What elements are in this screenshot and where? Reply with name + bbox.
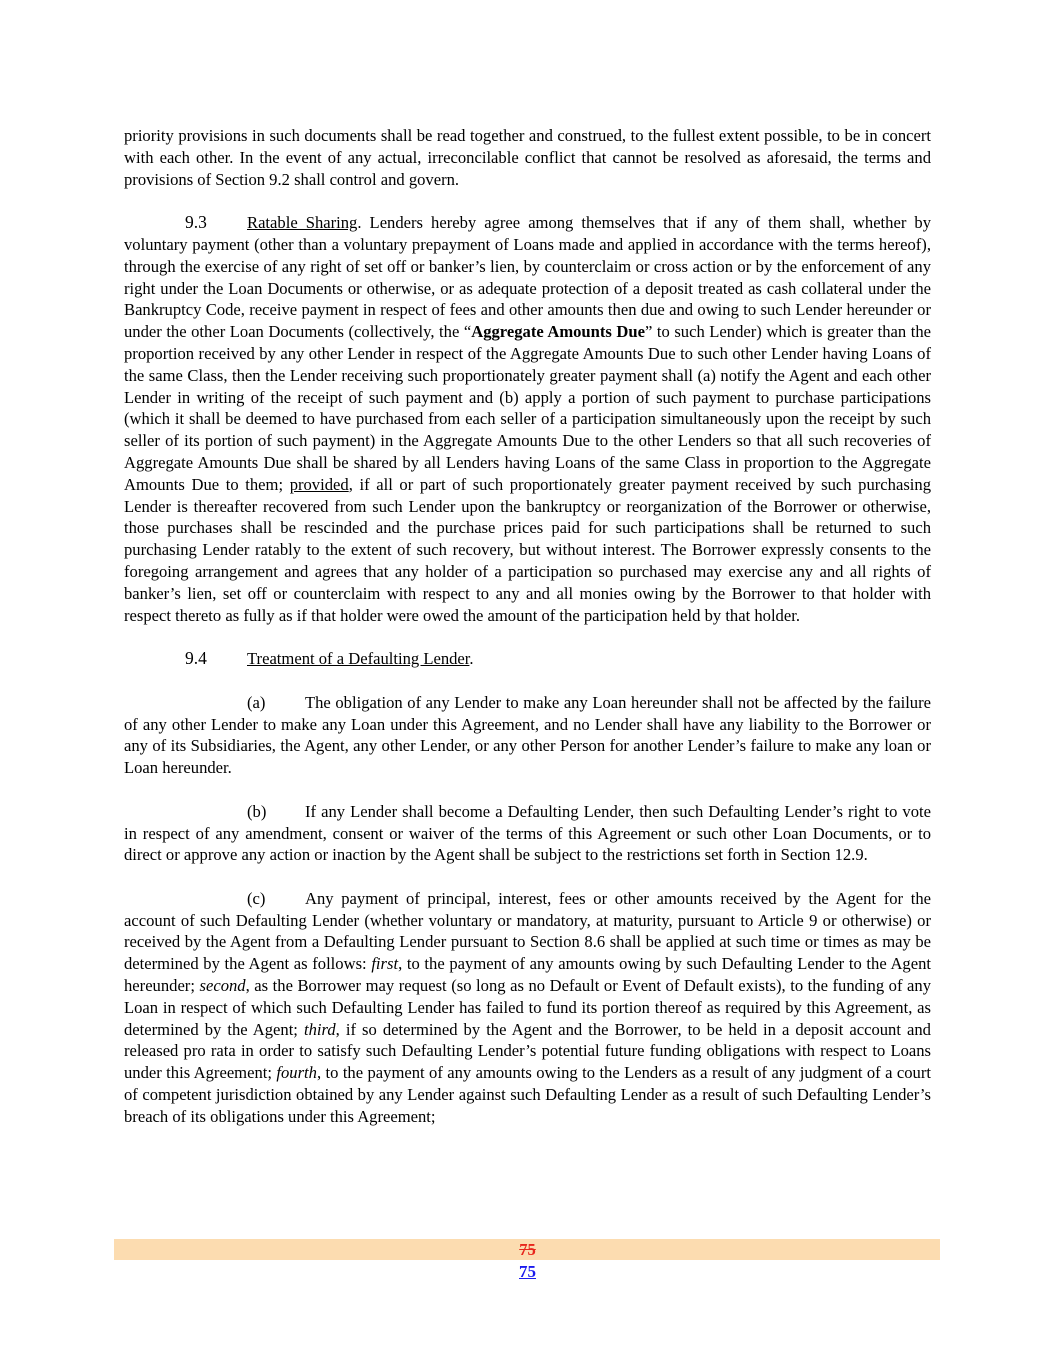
clause-c-fourth: fourth <box>276 1063 317 1083</box>
clause-a-text: The obligation of any Lender to make any Loan hereunder shall not be affected by the failure of any other Lender to make any Loan under this Agreement, and no Lender shall have any liability to the Borrower or any of its Subsidiaries, the Agent, any other Lender, or any other Person for another Lender’s failure to make any loan or Loan hereunder. <box>124 692 931 778</box>
clause-c-label: (c) <box>247 888 266 908</box>
clause-c-second: second <box>199 976 246 996</box>
clause-b-label: (b) <box>247 801 267 821</box>
clause-b-paragraph <box>124 801 931 866</box>
defined-term-aggregate-amounts-due: Aggregate Amounts Due <box>471 322 645 342</box>
clause-c-paragraph <box>124 888 931 1128</box>
page-number-deleted: 75 <box>519 1240 536 1259</box>
clause-c-third: third <box>303 1019 336 1039</box>
section-9-3-paragraph <box>124 212 931 626</box>
section-9-4-heading <box>124 648 931 670</box>
section-9-4-title: Treatment of a Defaulting Lender <box>247 649 470 669</box>
section-9-3-text-a: . Lenders hereby agree among themselves that if any of them shall, whether by voluntary payment (other than a voluntary prepayment of Loans made and applied in accordance with the terms hereof), through the exercise of any right of set off or banker’s lien, by counterclaim or cross action or by the enforcement of any right under the Loan Documents or otherwise, or as adequate protection of a deposit treated as cash collateral under the Bankruptcy Code, receive payment in respect of fees and other amounts then due and owing to such Lender hereunder or under the other Loan Documents (collectively, the “ <box>124 213 931 342</box>
clause-a-label: (a) <box>247 692 266 712</box>
clause-c-text-4: , if so determined by the Agent and the Borrower, to be held in a deposit account and released pro rata in order to satisfy such Defaulting Lender’s potential future funding obligations with respect to Loans under this Agreement; <box>124 1019 931 1083</box>
provided-term: provided <box>289 474 349 494</box>
clause-c-text-3: , as the Borrower may request (so long as no Default or Event of Default exists), to the funding of any Loan in respect of which such Defaulting Lender has failed to fund its portion thereof as required by this Agreement, as determined by the Agent; <box>124 976 932 1039</box>
section-9-3-text-c: , if all or part of such proportionately greater payment received by such purchasing Lender is thereafter recovered from such Lender upon the bankruptcy or reorganization of the Borrower or otherwise, those purchases shall be rescinded and the purchase prices paid for such participations shall be returned to such purchasing Lender ratably to the extent of such recovery, but without interest. The Borrower expressly consents to the foregoing arrangement and agrees that any holder of a participation so purchased may exercise any and all rights of banker’s lien, set off or counterclaim with respect to any and all monies owing by the Borrower to that holder with respect thereto as fully as if that holder were owed the amount of the participation held by that holder. <box>124 474 931 625</box>
section-9-4-title-end: . <box>469 649 474 669</box>
clause-c-text-5: , to the payment of any amounts owing to the Lenders as a result of any judgment of a court of competent jurisdiction obtained by any Lender against such Defaulting Lender as a result of such Defaulting Lender’s breach of its obligations under this Agreement; <box>124 1063 931 1126</box>
document-page <box>124 125 931 1128</box>
clause-c-first: first <box>371 954 399 974</box>
clause-c-text-2: , to the payment of any amounts owing by such Defaulting Lender to the Agent hereunder; <box>124 954 931 996</box>
clause-c-text-1: Any payment of principal, interest, fees or other amounts received by the Agent for the account of such Defaulting Lender (whether voluntary or mandatory, at maturity, pursuant to Article 9 or otherwise) or received by the Agent from a Defaulting Lender pursuant to Section 8.6 shall be applied at such time or times as may be determined by the Agent as follows: <box>124 888 931 974</box>
section-9-4-number: 9.4 <box>185 648 207 669</box>
section-9-3-number: 9.3 <box>185 212 207 233</box>
intro-paragraph: priority provisions in such documents shall be read together and construed, to the fullest extent possible, to be in concert with each other. In the event of any actual, irreconcilable conflict that cannot be resolved as aforesaid, the terms and provisions of Section 9.2 shall control and govern. <box>124 126 931 189</box>
section-9-3-text-b: ” to such Lender) which is greater than the proportion received by any other Lender in respect of the Aggregate Amounts Due to such other Lender having Loans of the same Class, then the Lender receiving such proportionately greater payment shall (a) notify the Agent and each other Lender in writing of the receipt of such payment and (b) apply a portion of such payment to purchase participations (which it shall be deemed to have purchased from each seller of a participation simultaneously upon the receipt by such seller of its portion of such payment) in the Aggregate Amounts Due to the other Lenders so that all such recoveries of Aggregate Amounts Due shall be shared by all Lenders having Loans of the same Class in proportion to the Aggregate Amounts Due to them; <box>124 322 932 494</box>
clause-a-paragraph <box>124 692 931 779</box>
page-number-inserted: 75 <box>519 1262 536 1281</box>
section-9-3-title: Ratable Sharing <box>247 213 358 233</box>
clause-b-text: If any Lender shall become a Defaulting Lender, then such Defaulting Lender’s right to vote in respect of any amendment, consent or waiver of the terms of this Agreement or such other Loan Documents, or to direct or approve any action or inaction by the Agent shall be subject to the restrictions set forth in Section 12.9. <box>124 801 931 865</box>
